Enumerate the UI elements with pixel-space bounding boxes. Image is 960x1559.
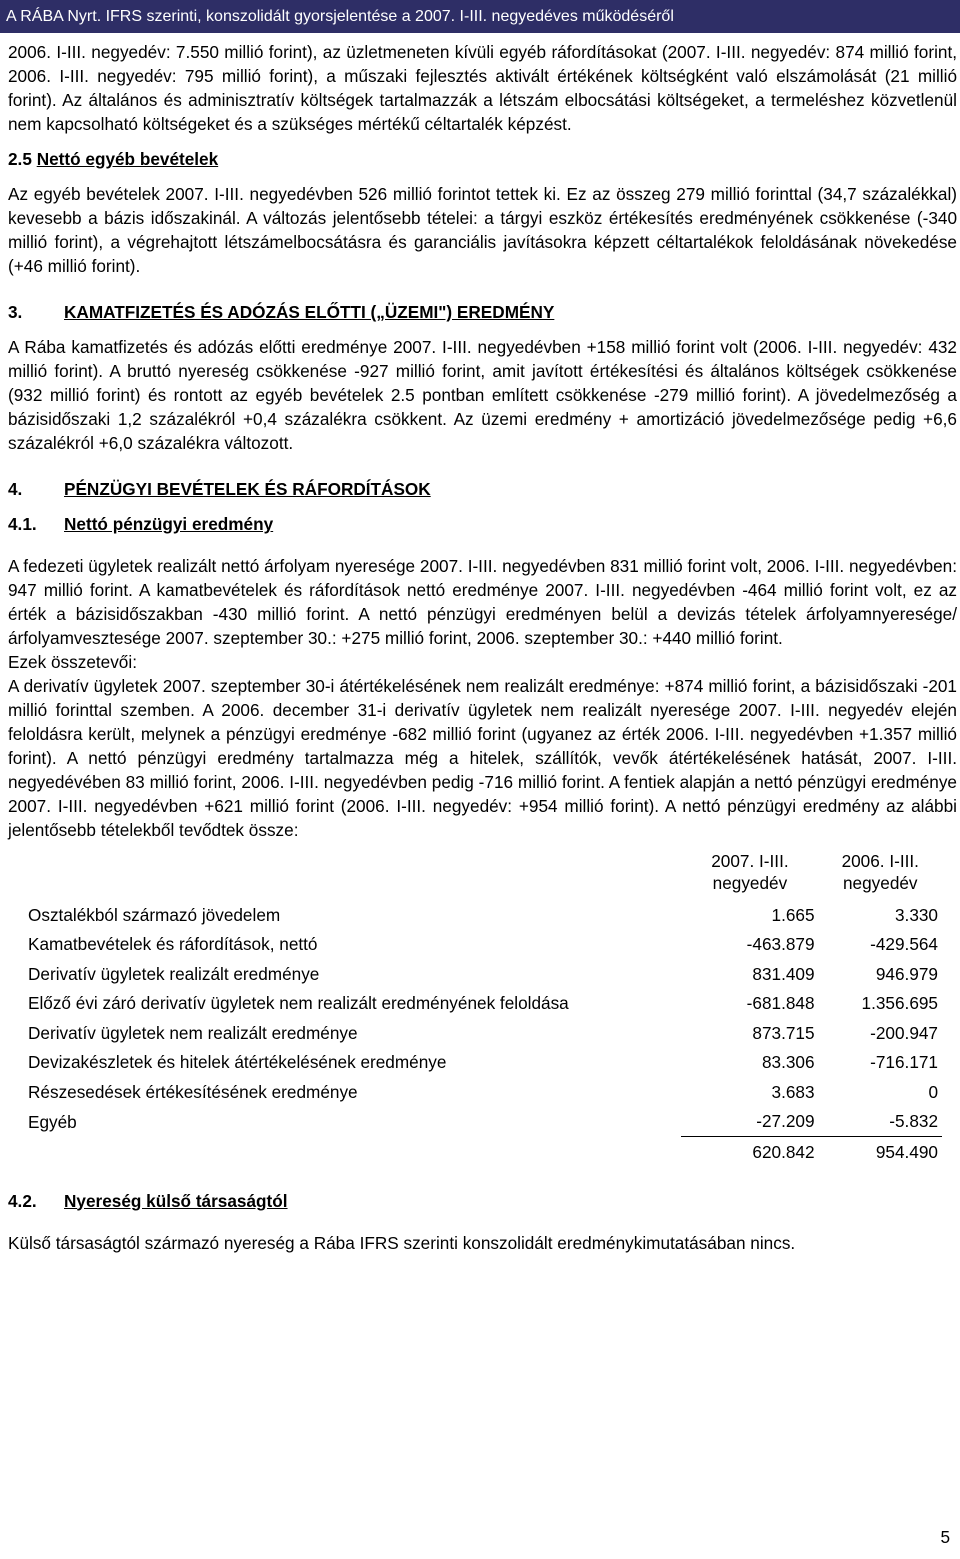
row-label: Derivatív ügyletek realizált eredménye — [28, 963, 320, 984]
section-number: 3. — [8, 302, 23, 322]
section-title: KAMATFIZETÉS ÉS ADÓZÁS ELŐTTI („ÜZEMI") EREDMÉNY — [64, 302, 555, 322]
paragraph-4-1-a: A fedezeti ügyletek realizált nettó árfolyam nyeresége 2007. I-III. negyedévben 831 millió forint volt, 2006. I-III. negyedévben: 947 millió forint. A kamatbevételek és ráfordítások nettó eredménye 2007. I-III. negyedévben -464 millió forint volt, ez az érték a bázisidőszakban -430 millió forint. A nettó pénzügyi eredményen belül a devizás tételek árfolyamnyeresége/árfolyamveszteségе 2007. szeptember 30.: +275 millió forint, 2006. szeptember 30.: +440 millió forint. — [8, 556, 957, 648]
section-heading-4-1 — [8, 512, 957, 536]
value-2007: -27.209 — [756, 1111, 815, 1132]
section-heading-2-5 — [8, 147, 957, 171]
row-label: Egyéb — [28, 1111, 77, 1132]
section-title: PÉNZÜGYI BEVÉTELEK ÉS RÁFORDÍTÁSOK — [64, 479, 431, 499]
paragraph-4-1-c: A derivatív ügyletek 2007. szeptember 30-i átértékelésének nem realizált eredménye: +874 millió forint, a bázisidőszaki -201 millió forinttal szemben. A 2006. december 31-i derivatív ügyletek nem realizált nyeresége 2007. I-III. negyedév elején feloldásra került, melynek a pénzügyi eredménye -682 millió forint (ugyanez az érték 2006. I-III. negyedévben +1.357 millió forint). A nettó pénzügyi eredmény tartalmazza még a hitelek, szállítók, vevők átértékelésének hatását, 2007. I-III. negyedévében 83 millió forint, 2006. I-III. negyedévben pedig -716 millió forint. A fentiek alapján a nettó pénzügyi eredménye 2007. I-III. negyedévben +621 millió forint (2006. I-III. negyedév: +954 millió forint). A nettó pénzügyi eredmény az alábbi jelentősebb tételekből tevődtek össze: — [8, 676, 957, 840]
row-label: Részesedések értékesítésének eredménye — [28, 1081, 358, 1102]
value-2007: 873.715 — [752, 1022, 815, 1043]
paragraph-3: A Rába kamatfizetés és adózás előtti eredménye 2007. I-III. negyedévben +158 millió forint volt (2006. I-III. negyedév: 432 millió forint). A bruttó nyereség csökkenése -927 millió forint, amit javított értékesítési és általános költségek csökkenése (932 millió forint) és rontott az egyéb bevételek 2.5 pontban említett csökkenése -279 millió forint). A jövedelmezőség a bázisidőszaki 1,2 százalékról +0,4 százalékra csökkent. Az üzemi eredmény + amortizáció jövedelmezősége pedig +6,6 százalékról +6,0 százalékra változott. — [8, 337, 957, 453]
document-header-title: A RÁBA Nyrt. IFRS szerinti, konszolidált gyorsjelentése a 2007. I-III. negyedéves működéséről — [6, 8, 674, 25]
table-row — [28, 1048, 942, 1078]
value-2006: 3.330 — [894, 904, 938, 925]
section-heading-4 — [8, 477, 957, 501]
document-header — [0, 0, 960, 33]
section-heading-4-2 — [8, 1189, 957, 1213]
value-2007: -681.848 — [746, 993, 815, 1014]
value-2007: 3.683 — [771, 1081, 815, 1102]
section-number: 4.1. — [8, 514, 37, 534]
section-number: 4.2. — [8, 1190, 37, 1211]
value-2006: -716.171 — [870, 1052, 938, 1073]
paragraph-2-5: Az egyéb bevételek 2007. I-III. negyedévben 526 millió forintot tettek ki. Ez az összeg 279 millió forinttal (34,7 százalékkal) kevesebb a bázis időszakinál. A változás jelentősebb tételei: a tárgyi eszköz értékesítés eredményének csökkenése (-340 millió forint), a végrehajtott létszámelbocsátásra és garanciális javításokra képzett céltartalékok feloldásának növekedése (+46 millió forint). — [8, 184, 957, 276]
row-label: Előző évi záró derivatív ügyletek nem realizált eredményének feloldása — [28, 993, 569, 1014]
value-2006: 946.979 — [875, 963, 938, 984]
value-2007: -463.879 — [746, 934, 815, 955]
paragraph-4-1-b: Ezek összetevői: — [8, 652, 137, 672]
row-label: Derivatív ügyletek nem realizált eredménye — [28, 1022, 358, 1043]
row-label: Osztalékból származó jövedelem — [28, 904, 281, 925]
table-row — [28, 1107, 942, 1137]
row-label: Devizakészletek és hitelek átértékelésének eredménye — [28, 1052, 447, 1073]
table-row — [28, 1018, 942, 1048]
table-row — [28, 900, 942, 930]
section-title: Nyereség külső társaságtól — [64, 1190, 288, 1211]
table-row — [28, 930, 942, 960]
section-number: 4. — [8, 479, 23, 499]
document-body — [8, 40, 957, 1255]
page-number: 5 — [940, 1527, 950, 1547]
financial-result-table — [28, 850, 942, 1167]
table-row — [28, 989, 942, 1019]
table-row — [28, 1077, 942, 1107]
value-2006: -429.564 — [870, 934, 938, 955]
value-2007: 831.409 — [752, 963, 815, 984]
value-2006: 1.356.695 — [861, 993, 938, 1014]
total-label — [28, 1137, 681, 1167]
value-2006: 0 — [928, 1081, 938, 1102]
value-2007: 83.306 — [761, 1052, 815, 1073]
row-label: Kamatbevételek és ráfordítások, nettó — [28, 934, 318, 955]
table-total-row — [28, 1137, 942, 1167]
value-2006: -200.947 — [870, 1022, 938, 1043]
column-header-2007: 2007. I-III. negyedév — [711, 851, 789, 893]
section-heading-3 — [8, 300, 957, 324]
paragraph-4-2: Külső társaságtól származó nyereség a Rába IFRS szerinti konszolidált eredménykimutatásában nincs. — [8, 1232, 796, 1253]
table-header-row — [28, 850, 942, 900]
value-2007: 1.665 — [771, 904, 815, 925]
table-row — [28, 959, 942, 989]
paragraph-intro: 2006. I-III. negyedév: 7.550 millió forint), az üzletmeneten kívüli egyéb ráfordításokat (2007. I-III. negyedév: 874 millió forint, 2006. I-III. negyedév: 795 millió forint), a műszaki fejlesztés aktivált értékének költségként való elszámolását (21 millió forint). Az általános és adminisztratív költségek tartalmazzák a létszám elbocsátási költségeket, a termeléshez közvetlenül nem kapcsolható költségeket és a szükséges mértékű céltartalék képzést. — [8, 42, 957, 134]
section-number: 2.5 — [8, 149, 32, 169]
column-header-2006: 2006. I-III. negyedév — [841, 851, 919, 893]
section-title: Nettó egyéb bevételek — [36, 149, 219, 169]
value-2006: -5.832 — [889, 1111, 938, 1132]
section-title: Nettó pénzügyi eredmény — [64, 514, 274, 534]
total-2006: 954.490 — [819, 1137, 942, 1167]
total-2007: 620.842 — [681, 1137, 818, 1167]
